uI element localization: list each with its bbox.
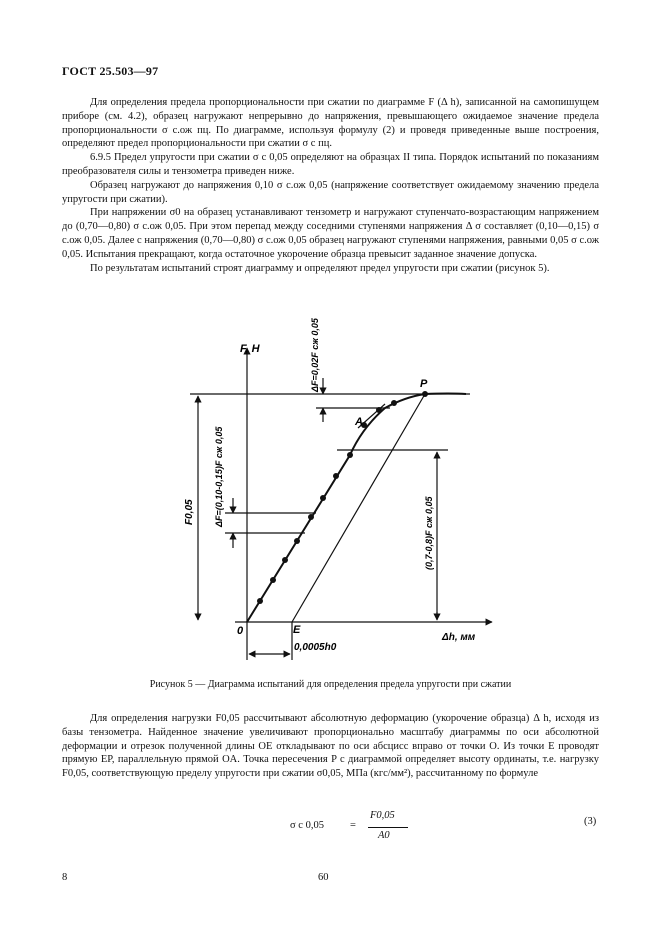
figure-caption: Рисунок 5 — Диаграмма испытаний для определения предела упругости при сжатии: [149, 679, 512, 690]
y-axis-label: F, Н: [240, 343, 260, 355]
f005-label: F0,05: [184, 499, 195, 525]
point-e-label: E: [293, 624, 301, 636]
page-number-left: 8: [62, 872, 68, 883]
paragraph-stepwise-load: При напряжении σ0 на образец устанавливают тензометр и нагружают ступенчато-возрастающим напряжением до (0,70—0,80) σ с.ож 0,05. При этом перепад между соседними ступенями напряжения Δ σ составляет (0,10—0,15) σ с.ож 0,05. Далее с напряжения (0,70—0,80) σ с.ож 0,05 образец нагружают ступенями напряжения, равными 0,05 σ с.ож 0,05. Испытания прекращают, когда остаточное укорочение образца превысит заданное значение допуска.: [62, 207, 599, 260]
paragraph-6-9-5: 6.9.5 Предел упругости при сжатии σ с 0,05 определяют на образцах II типа. Порядок испытаний по показаниям преобразователя силы и тензометра приведен ниже.: [62, 152, 599, 177]
origin-label: 0: [237, 625, 244, 637]
paragraph-bottom-block: [62, 712, 599, 781]
point-p-label: P: [420, 378, 428, 390]
formula-eq: =: [350, 820, 356, 831]
right-dim-label: (0,7-0,8)F сж 0,05: [424, 496, 434, 570]
formula-number: (3): [584, 816, 597, 827]
paragraph-initial-load: Образец нагружают до напряжения 0,10 σ с.ож 0,05 (напряжение соответствует ожидаемому значению предела упругости при сжатии).: [62, 179, 599, 205]
point-a-label: A: [355, 416, 363, 428]
delta-f-top-label: ΔF=0,02F сж 0,05: [310, 318, 320, 392]
paragraph-proportionality: Для определения предела пропорциональности при сжатии по диаграмме F (Δ h), записанной на самопишущем приборе (см. 4.2), образец нагружают непрерывно до напряжения, превышающего ожидаемое значение предела пропорциональности σ с.ож пц. По диаграмме, используя формулу (2) и проведя приведенные выше построения, определяют предел пропорциональности при сжатии σ с пц.: [62, 97, 599, 150]
formula-3: [290, 810, 490, 844]
formula-denominator: A0: [378, 830, 390, 841]
paragraph-calculation: Для определения нагрузки F0,05 рассчитывают абсолютную деформацию (укорочение образца) Δ h, исходя из базы тензометра. Найденное значение увеличивают пропорционально масштабу диаграммы по оси абсолютной деформации и отрезок полученной длины OE откладывают по оси абсцисс вправо от точки O. Из точки E проводят прямую EP, параллельную прямой OA. Точка пересечения P с диаграммой определяет высоту ординаты, т.е. нагрузку F0,05, соответствующую пределу упругости при сжатии σ0,05, МПа (кгс/мм²), рассчитанному по формуле: [62, 713, 599, 780]
formula-lhs: σ с 0,05: [290, 820, 324, 831]
paragraph-diagram: По результатам испытаний строят диаграмму и определяют предел упругости при сжатии (рисунок 5).: [90, 262, 550, 274]
x-axis-label: Δh, мм: [442, 632, 476, 643]
delta-f-left-label: ΔF=(0,10-0,15)F сж 0,05: [214, 426, 224, 527]
formula-numerator: F0,05: [370, 810, 395, 821]
offset-label: 0,0005h0: [294, 642, 337, 653]
page-number-center: 60: [318, 872, 329, 883]
measurement-points: [257, 391, 428, 604]
document-header: ГОСТ 25.503—97: [62, 64, 159, 78]
formula-fraction-bar: [368, 827, 408, 828]
